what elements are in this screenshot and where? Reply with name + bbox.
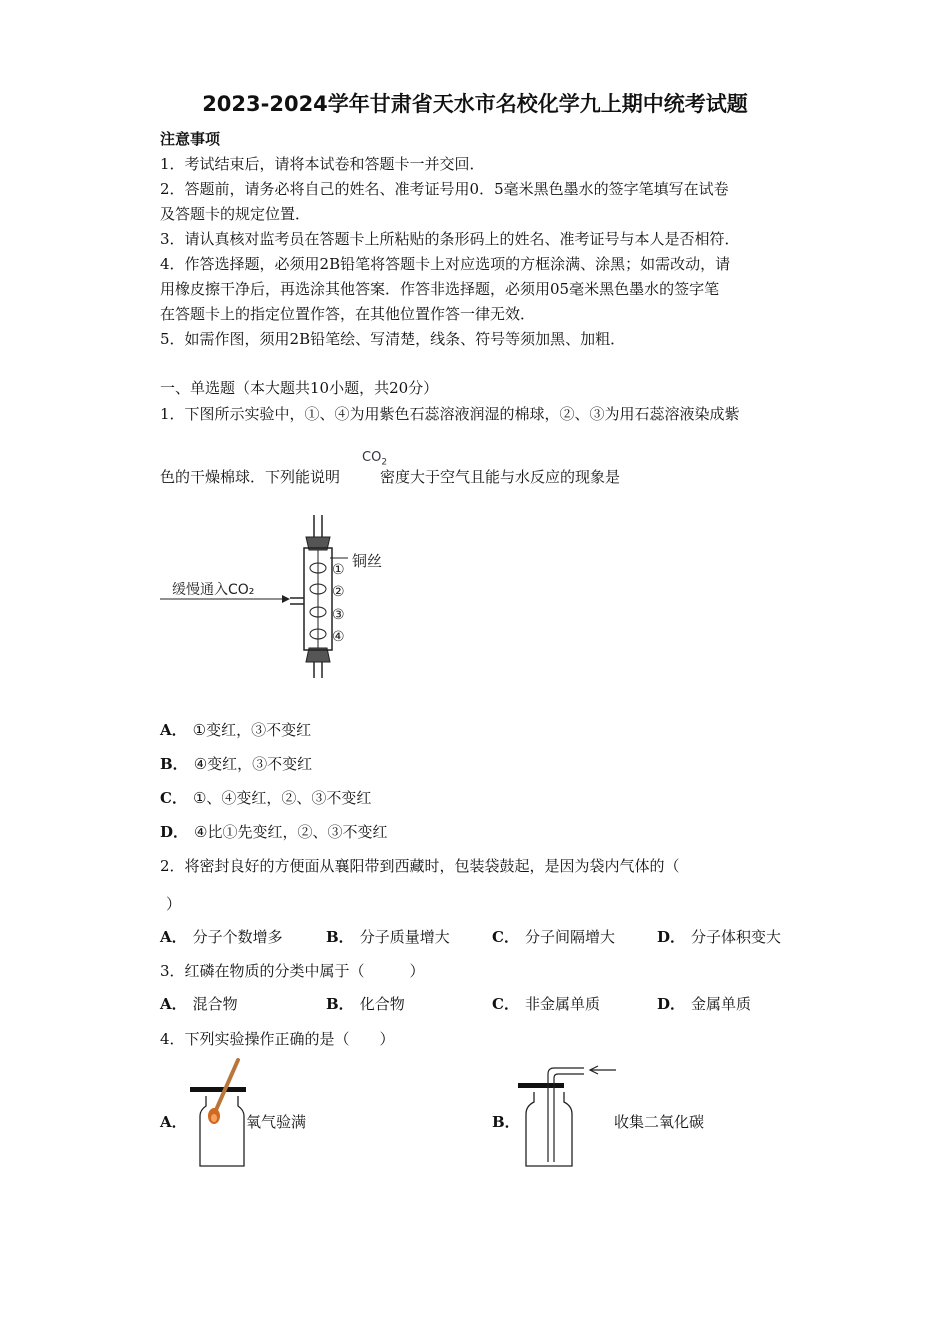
option-letter: C．	[492, 995, 519, 1013]
inlet-label: 缓慢通入CO₂	[172, 582, 255, 598]
notice-line: 3．请认真核对监考员在答题卡上所粘贴的条形码上的姓名、准考证号与本人是否相符．	[160, 230, 740, 248]
notice-line: 2．答题前，请务必将自己的姓名、准考证号用0．5毫米黑色墨水的签字笔填写在试卷	[160, 180, 729, 198]
option-text: ④比①先变红，②、③不变红	[194, 823, 388, 841]
option-b[interactable]	[160, 753, 312, 774]
option-a[interactable]	[160, 719, 311, 740]
ball-label: ①	[332, 562, 345, 578]
option-c[interactable]	[160, 787, 371, 808]
option-text: 金属单质	[691, 995, 752, 1013]
option-letter: A．	[160, 928, 187, 946]
notice-line: 及答题卡的规定位置．	[160, 205, 311, 223]
option-letter: B．	[160, 755, 188, 773]
option-text: 收集二氧化碳	[614, 1113, 705, 1131]
option-letter: A．	[160, 1113, 187, 1131]
notice-line: 1．考试结束后，请将本试卷和答题卡一并交回．	[160, 155, 485, 173]
option-letter: D．	[657, 928, 686, 946]
option-text: 非金属单质	[524, 995, 600, 1013]
option-text: 分子体积变大	[691, 928, 782, 946]
option-letter: A．	[160, 721, 187, 739]
option-letter: D．	[160, 823, 189, 841]
section-heading: 一、单选题（本大题共10小题，共20分）	[160, 379, 439, 397]
option-letter: B．	[326, 995, 354, 1013]
option-letter: D．	[657, 995, 686, 1013]
ball-label: ③	[332, 607, 345, 623]
option-a[interactable]	[160, 926, 283, 947]
option-c[interactable]	[492, 993, 600, 1014]
co2-formula	[362, 450, 387, 468]
question-2-stem-cont: ）	[166, 895, 182, 913]
option-b[interactable]	[326, 993, 405, 1014]
ball-label: ④	[332, 629, 345, 645]
question-2-stem: 2．将密封良好的方便面从襄阳带到西藏时，包装袋鼓起，是因为袋内气体的（	[160, 857, 680, 875]
ball-label: ②	[332, 584, 345, 600]
option-d[interactable]	[657, 926, 781, 947]
option-d[interactable]	[160, 821, 387, 842]
notice-heading: 注意事项	[160, 130, 221, 148]
option-text: 分子质量增大	[359, 928, 450, 946]
notice-line: 5．如需作图，须用2B铅笔绘、写清楚，线条、符号等须加黑、加粗．	[160, 330, 626, 348]
notice-line: 4．作答选择题，必须用2B铅笔将答题卡上对应选项的方框涂满、涂黑；如需改动，请	[160, 255, 731, 273]
co2-collection-figure	[514, 1062, 624, 1172]
option-letter: C．	[160, 789, 187, 807]
oxygen-test-figure	[186, 1058, 250, 1170]
co2-apparatus-figure	[150, 510, 410, 680]
option-letter: B．	[326, 928, 354, 946]
option-text: 化合物	[359, 995, 405, 1013]
option-text: ④变红，③不变红	[193, 755, 313, 773]
option-d[interactable]	[657, 993, 751, 1014]
formula-text: CO	[362, 450, 382, 465]
option-c[interactable]	[492, 926, 615, 947]
option-letter: B．	[492, 1113, 520, 1131]
stem-text: 密度大于空气且能与水反应的现象是	[380, 468, 621, 486]
option-text: 分子个数增多	[192, 928, 283, 946]
option-text: 分子间隔增大	[524, 928, 615, 946]
option-text: 氧气验满	[246, 1113, 307, 1131]
option-a[interactable]	[160, 993, 238, 1014]
option-b[interactable]	[326, 926, 450, 947]
question-3-stem: 3．红磷在物质的分类中属于（ ）	[160, 962, 425, 980]
formula-subscript: 2	[381, 457, 388, 468]
wire-label: 铜丝	[352, 552, 383, 570]
notice-line: 在答题卡上的指定位置作答，在其他位置作答一律无效．	[160, 305, 536, 323]
question-1-stem-cont	[160, 466, 620, 487]
question-1-stem: 1．下图所示实验中，①、④为用紫色石蕊溶液润湿的棉球，②、③为用石蕊溶液染成紫	[160, 405, 740, 423]
page-title: 2023-2024学年甘肃省天水市名校化学九上期中统考试题	[202, 92, 748, 116]
stem-text: 色的干燥棉球．下列能说明	[160, 468, 341, 486]
option-text: ①、④变红，②、③不变红	[192, 789, 372, 807]
option-letter: A．	[160, 995, 187, 1013]
question-4-stem: 4．下列实验操作正确的是（ ）	[160, 1030, 395, 1048]
option-text: 混合物	[192, 995, 238, 1013]
notice-line: 用橡皮擦干净后，再选涂其他答案．作答非选择题，必须用05毫米黑色墨水的签字笔	[160, 280, 720, 298]
option-letter: C．	[492, 928, 519, 946]
option-text: ①变红，③不变红	[192, 721, 312, 739]
